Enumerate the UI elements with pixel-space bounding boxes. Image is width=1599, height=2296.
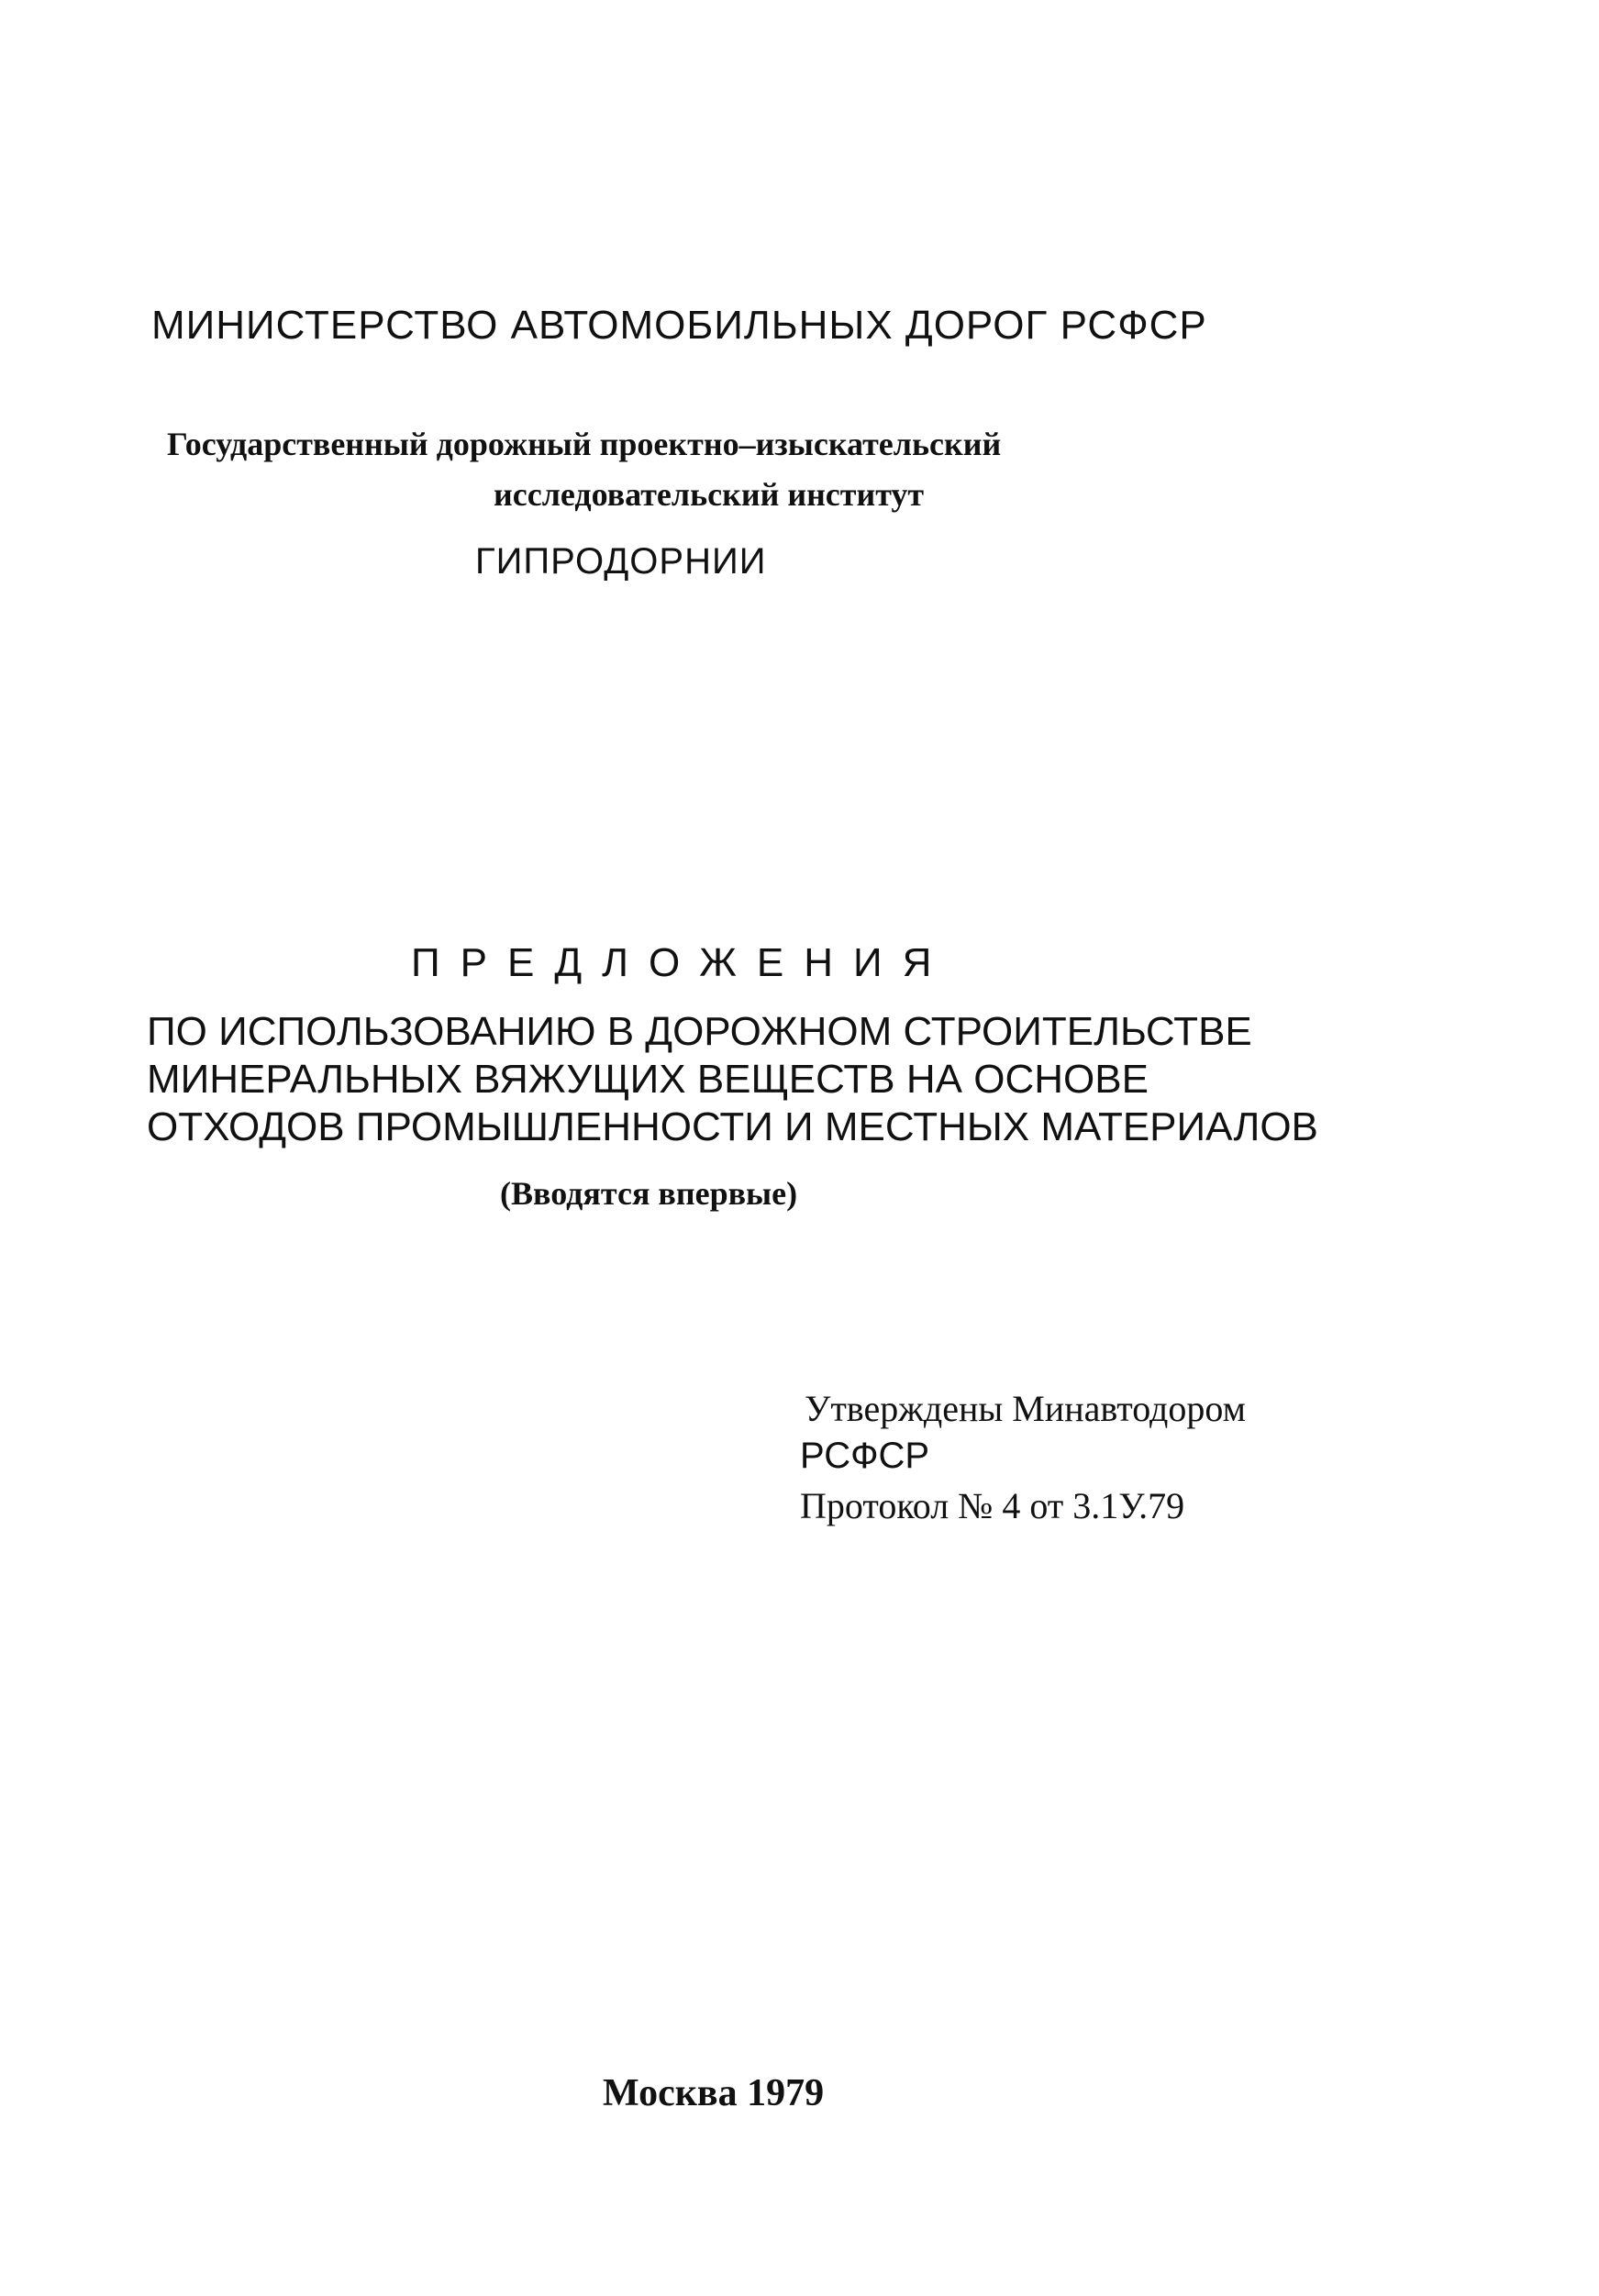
institute-name-line-2: исследовательский институт [494,476,925,513]
document-type-heading: ПРЕДЛОЖЕНИЯ [411,940,952,985]
ministry-name: МИНИСТЕРСТВО АВТОМОБИЛЬНЫХ ДОРОГ РСФСР [151,303,1207,348]
institute-abbreviation: ГИПРОДОРНИИ [475,541,767,582]
document-title-line-3: ОТХОДОВ ПРОМЫШЛЕННОСТИ И МЕСТНЫХ МАТЕРИАЛОВ [147,1104,1318,1149]
institute-name-line-1: Государственный дорожный проектно–изыскательский [167,426,1002,462]
document-title-line-2: МИНЕРАЛЬНЫХ ВЯЖУЩИХ ВЕЩЕСТВ НА ОСНОВЕ [147,1057,1149,1102]
introduction-note: (Вводятся впервые) [500,1175,798,1212]
approval-line-3: Протокол № 4 от 3.1У.79 [800,1485,1185,1526]
document-title-line-1: ПО ИСПОЛЬЗОВАНИЮ В ДОРОЖНОМ СТРОИТЕЛЬСТВЕ [147,1009,1252,1054]
approval-line-1: Утверждены Минавтодором [805,1388,1246,1429]
approval-line-2: РСФСР [800,1436,930,1476]
place-and-year: Москва 1979 [603,2072,825,2114]
